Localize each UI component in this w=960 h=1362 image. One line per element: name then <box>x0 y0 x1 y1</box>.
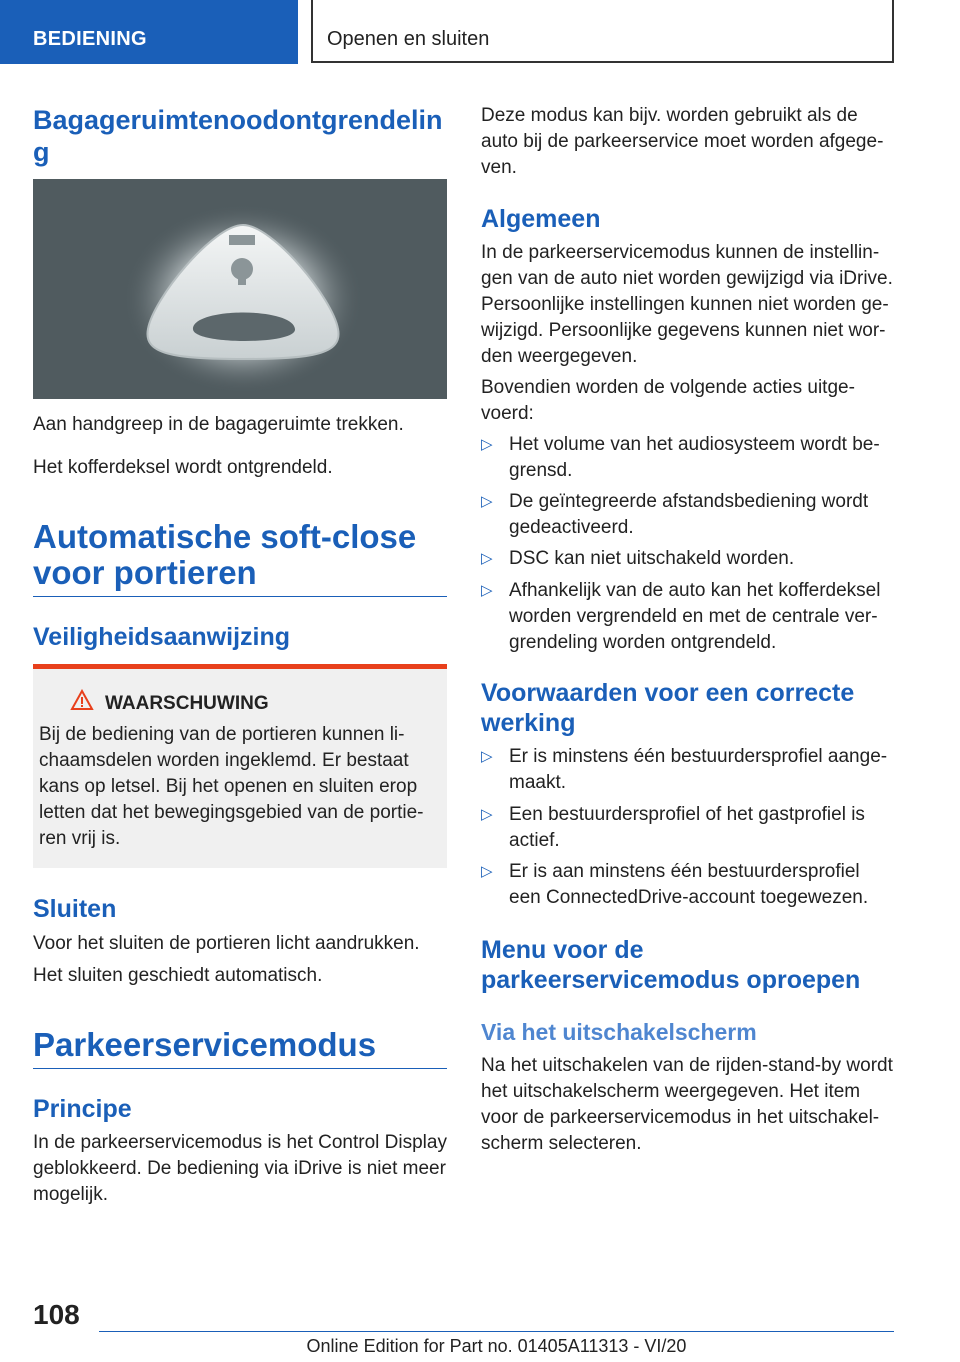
heading-menu: Menu voor de parkeerservicemodus oproepen <box>481 936 861 994</box>
heading-conditions: Voorwaarden voor een correcte werking <box>481 679 855 737</box>
section-tab <box>0 0 298 64</box>
paragraph: Het sluiten geschiedt automatisch. <box>33 965 323 986</box>
triangle-right-icon: ▷ <box>481 493 493 510</box>
triangle-right-icon: ▷ <box>481 863 493 880</box>
paragraph: Na het uitschakelen van de rijden-stand-by wordt het uitschakelscherm weergegeven. Het item voor de parkeerservicemodus in het uitschakel- scherm selecteren. <box>481 1055 893 1154</box>
heading-shutdown-screen: Via het uitschakelscherm <box>481 1019 757 1045</box>
trunk-release-handle-image <box>33 179 447 399</box>
divider <box>33 1068 447 1069</box>
heading-emergency-release: Bagageruimtenoodontgrendelin g <box>33 105 443 167</box>
triangle-right-icon: ▷ <box>481 748 493 765</box>
triangle-right-icon: ▷ <box>481 806 493 823</box>
footer-edition: Online Edition for Part no. 01405A11313 - VI/20 <box>306 1336 687 1356</box>
paragraph: Voor het sluiten de portieren licht aandrukken. <box>33 933 420 954</box>
paragraph: Bovendien worden de volgende acties uitge- voerd: <box>481 377 855 424</box>
triangle-right-icon: ▷ <box>481 550 493 567</box>
warning-bar <box>33 664 447 669</box>
chapter-tab <box>311 0 894 63</box>
triangle-right-icon: ▷ <box>481 582 493 599</box>
triangle-right-icon: ▷ <box>481 436 493 453</box>
warning-title: WAARSCHUWING <box>105 693 269 714</box>
list-item: ▷ Er is aan minstens één bestuurdersprofiel een ConnectedDrive-account toegewezen. <box>481 861 869 908</box>
heading-principle: Principe <box>33 1095 132 1123</box>
warning-triangle-icon <box>70 689 94 711</box>
paragraph: In de parkeerservicemodus kunnen de instellin- gen van de auto niet worden gewijzigd via iDrive. Persoonlijke instellingen kunnen niet worden ge- wijzigd. Persoonlijke gegevens kunnen niet wor- den weergegeven. <box>481 242 893 367</box>
list-item: ▷ Afhankelijk van de auto kan het kofferdeksel worden vergrendeld en met de centrale ver- grendeling worden ontgrendeld. <box>481 580 881 653</box>
heading-soft-close: Automatische soft-close voor portieren <box>33 518 417 591</box>
list-item: ▷ De geïntegreerde afstandsbediening wordt gedeactiveerd. <box>481 491 869 538</box>
paragraph: Het kofferdeksel wordt ontgrendeld. <box>33 457 333 478</box>
list-item: ▷ DSC kan niet uitschakeld worden. <box>481 546 901 572</box>
list-item: ▷ Een bestuurdersprofiel of het gastprofiel is actief. <box>481 804 865 851</box>
paragraph: Aan handgreep in de bagageruimte trekken. <box>33 414 404 435</box>
paragraph: Deze modus kan bijv. worden gebruikt als de auto bij de parkeerservice moet worden afgege- ven. <box>481 105 884 178</box>
warning-text: Bij de bediening van de portieren kunnen li- chaamsdelen worden ingeklemd. Er bestaat kans op letsel. Bij het openen en sluiten erop letten dat het bewegingsgebied van de portie- ren vrij is. <box>39 724 424 849</box>
footer-divider <box>99 1331 894 1332</box>
list-item: ▷ Er is minstens één bestuurdersprofiel aange- maakt. <box>481 746 888 793</box>
divider <box>33 596 447 597</box>
section-label: BEDIENING <box>33 28 147 50</box>
list-item: ▷ Het volume van het audiosysteem wordt be- grensd. <box>481 434 880 481</box>
page-number: 108 <box>33 1299 80 1330</box>
paragraph: In de parkeerservicemodus is het Control Display geblokkeerd. De bediening via iDrive is niet meer mogelijk. <box>33 1132 447 1205</box>
heading-safety: Veiligheidsaanwijzing <box>33 623 291 651</box>
heading-parking-service: Parkeerservicemodus <box>33 1026 377 1063</box>
chapter-label: Openen en sluiten <box>327 28 490 50</box>
heading-close: Sluiten <box>33 895 117 923</box>
heading-general: Algemeen <box>481 205 601 233</box>
